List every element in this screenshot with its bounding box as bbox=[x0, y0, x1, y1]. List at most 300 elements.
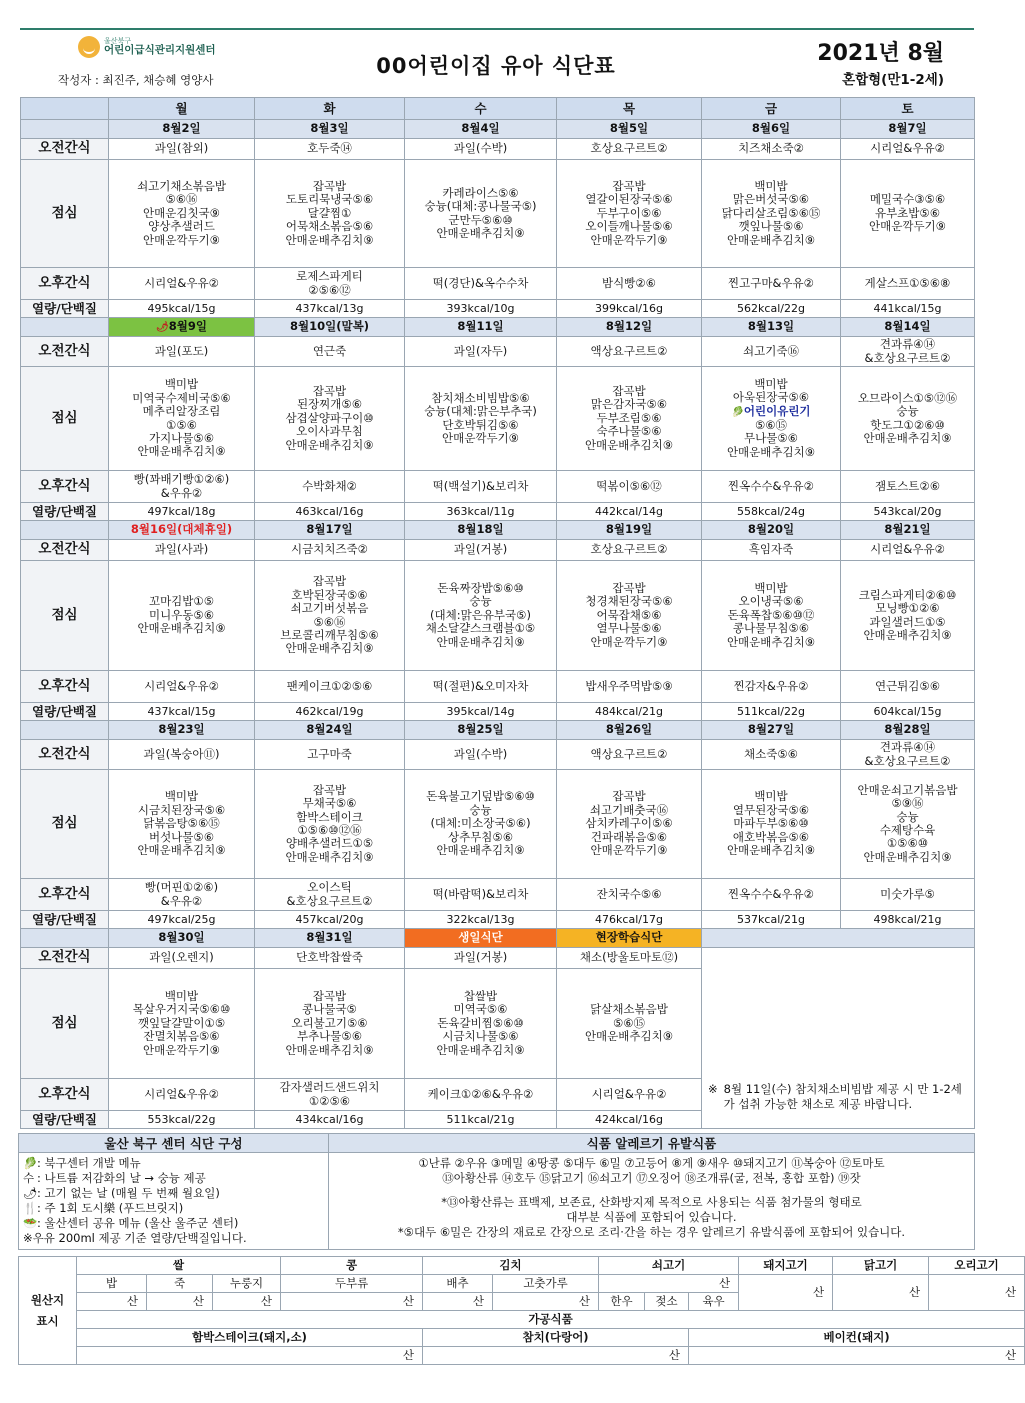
legend-item bbox=[23, 1156, 324, 1171]
origin-table bbox=[18, 1256, 1025, 1365]
processed-2: 참치(다랑어) bbox=[423, 1329, 689, 1347]
am-snack-cell: 치즈채소죽② bbox=[702, 139, 841, 160]
date-cell bbox=[405, 721, 557, 740]
date-corner bbox=[21, 721, 109, 740]
origin-sub-hanwoo: 한우 bbox=[599, 1293, 645, 1311]
pm-line: 빵(꽈배기빵①②⑥) bbox=[133, 472, 230, 487]
legend-left-title: 울산 북구 센터 식단 구성 bbox=[19, 1134, 329, 1153]
pm-line: ②⑤⑥⑫ bbox=[308, 282, 351, 297]
lunch-cell bbox=[255, 969, 405, 1079]
am-line: 과일(사과) bbox=[154, 542, 209, 557]
pm-snack-cell bbox=[557, 1079, 702, 1111]
origin-pork-value: 산 bbox=[739, 1275, 833, 1311]
pm-line: 케이크①②⑥&우유② bbox=[427, 1086, 534, 1101]
top-rule bbox=[20, 28, 974, 30]
lunch-line: 잔멸치볶음⑤⑥ bbox=[143, 1029, 220, 1044]
lunch-line: 모닝빵①②⑥ bbox=[875, 601, 940, 616]
origin-sub-dairy: 젖소 bbox=[645, 1293, 689, 1311]
date-label: 8월27일 bbox=[747, 722, 795, 737]
lunch-line: 두부구이⑤⑥ bbox=[596, 205, 662, 220]
am-snack-cell: 시리얼&우유② bbox=[841, 139, 975, 160]
am-line: 과일(거봉) bbox=[453, 950, 508, 965]
pm-snack-cell bbox=[109, 671, 255, 703]
am-line: 시금치치즈죽② bbox=[291, 542, 368, 557]
lunch-line: 잡곡밥 bbox=[612, 580, 646, 595]
am-snack-cell bbox=[405, 540, 557, 561]
pm-snack-cell bbox=[255, 879, 405, 911]
lunch-line: ⑤⑥⑮ bbox=[754, 418, 788, 432]
lunch-cell bbox=[109, 770, 255, 879]
calorie-cell: 457kcal/20g bbox=[255, 911, 405, 929]
date-label: 8월21일 bbox=[884, 522, 931, 537]
row-label-am: 오전간식 bbox=[21, 337, 109, 367]
date-label: 8월2일 bbox=[162, 121, 201, 136]
lunch-line: 삼겹살양파구이⑩ bbox=[285, 410, 374, 425]
date-cell bbox=[557, 721, 702, 740]
lunch-line: 안매운배추김치⑨ bbox=[285, 232, 374, 247]
lunch-line: 단호박튀김⑤⑥ bbox=[442, 417, 519, 432]
lunch-line: 브로콜리깨무침⑤⑥ bbox=[280, 627, 379, 642]
lunch-line: 시금치나물⑤⑥ bbox=[442, 1029, 519, 1044]
am-snack-cell bbox=[109, 740, 255, 770]
date-cell bbox=[109, 721, 255, 740]
am-line: 흑임자죽 bbox=[748, 542, 794, 557]
row-label-am: 오전간식 bbox=[21, 540, 109, 561]
date-cell bbox=[557, 120, 702, 139]
lunch-line: ①⑤⑥⑩⑫⑯ bbox=[297, 823, 362, 837]
date-cell bbox=[255, 120, 405, 139]
lunch-line: 안매운깍두기⑨ bbox=[442, 430, 519, 445]
date-label: 8월11일 bbox=[457, 319, 504, 334]
calorie-cell: 495kcal/15g bbox=[109, 300, 255, 318]
legend-item bbox=[23, 1216, 324, 1231]
lunch-line: 버섯나물⑤⑥ bbox=[148, 829, 215, 844]
date-cell bbox=[255, 929, 405, 948]
date-label: 8월7일 bbox=[888, 121, 927, 136]
pm-snack-cell bbox=[109, 471, 255, 503]
legend-item bbox=[23, 1171, 324, 1186]
lunch-line: 시금치된장국⑤⑥ bbox=[137, 802, 226, 817]
legend-marker-icon: 🥗 bbox=[23, 1216, 38, 1230]
lunch-cell bbox=[702, 160, 841, 268]
lunch-line: 참치채소비빔밥⑤⑥ bbox=[431, 390, 530, 405]
pm-line: &호상요구르트② bbox=[286, 893, 373, 908]
calorie-cell: 553kcal/22g bbox=[109, 1111, 255, 1129]
lunch-cell bbox=[109, 561, 255, 671]
row-label-pm: 오후간식 bbox=[21, 471, 109, 503]
lunch-line: 안매운배추김치⑨ bbox=[137, 843, 226, 858]
calorie-cell: 497kcal/18g bbox=[109, 503, 255, 521]
row-label-lunch: 점심 bbox=[21, 367, 109, 471]
author-line: 작성자 : 최진주, 채승혜 영양사 bbox=[58, 73, 214, 87]
date-label: 생일식단 bbox=[458, 930, 503, 945]
lunch-line: 잡곡밥 bbox=[312, 782, 347, 797]
lunch-cell bbox=[255, 561, 405, 671]
pm-line: 빵(머핀①②⑥) bbox=[144, 880, 219, 895]
lunch-line: 잡곡밥 bbox=[312, 383, 347, 398]
lunch-line: 돈육갈비찜⑤⑥⑩ bbox=[437, 1015, 524, 1030]
calorie-cell: 537kcal/21g bbox=[702, 911, 841, 929]
logo-center-name: 어린이급식관리지원센터 bbox=[104, 44, 216, 57]
day-header: 토 bbox=[841, 98, 975, 120]
am-snack-cell bbox=[405, 337, 557, 367]
legend-marker-icon: 🌶 bbox=[23, 1186, 38, 1200]
lunch-line: 안매운배추김치⑨ bbox=[436, 634, 525, 649]
lunch-line: 콩나물무침⑤⑥ bbox=[732, 621, 810, 636]
origin-label-2: 표시 bbox=[36, 1313, 59, 1328]
lunch-line: 숭늉 bbox=[896, 809, 919, 824]
origin-sub-nurungji: 누룽지 bbox=[213, 1275, 281, 1293]
pm-line: ①②⑤⑥ bbox=[308, 1093, 351, 1108]
am-line: 쇠고기죽⑯ bbox=[743, 343, 799, 358]
note-mark: ※ bbox=[708, 1082, 718, 1096]
date-label: 8월14일 bbox=[884, 319, 931, 334]
lunch-cell bbox=[557, 160, 702, 268]
date-label: 8월13일 bbox=[747, 319, 795, 334]
row-label-am: 오전간식 bbox=[21, 948, 109, 969]
pm-snack-cell bbox=[702, 879, 841, 911]
lunch-line: ①⑤⑥⑩ bbox=[886, 836, 929, 851]
lunch-line: 오이냉국⑤⑥ bbox=[738, 594, 804, 609]
am-snack-cell bbox=[841, 337, 975, 367]
calorie-cell: 437kcal/15g bbox=[109, 703, 255, 721]
row-label-cal: 열량/단백질 bbox=[21, 911, 109, 929]
calorie-cell: 437kcal/13g bbox=[255, 300, 405, 318]
date-cell bbox=[557, 929, 702, 948]
lunch-cell bbox=[702, 770, 841, 879]
origin-tofu-value: 산 bbox=[281, 1293, 423, 1311]
pm-snack-cell bbox=[702, 671, 841, 703]
lunch-line: 청경채된장국⑤⑥ bbox=[585, 594, 673, 609]
calorie-cell: 441kcal/15g bbox=[841, 300, 975, 318]
date-corner bbox=[21, 120, 109, 139]
origin-bean: 콩 bbox=[281, 1257, 423, 1275]
origin-sub-bap: 밥 bbox=[77, 1275, 147, 1293]
allergen-note-3: *⑤대두 ⑥밀은 간장의 재료로 간장으로 조리·간을 하는 경우 알레르기 유발식품에 포함되어 있습니다. bbox=[397, 1225, 906, 1239]
row-label-am: 오전간식 bbox=[21, 740, 109, 770]
legend-item bbox=[23, 1186, 324, 1201]
lunch-line: 두부조림⑤⑥ bbox=[596, 410, 662, 425]
lunch-line: 안매운배추김치⑨ bbox=[726, 843, 816, 858]
row-label-cal: 열량/단백질 bbox=[21, 703, 109, 721]
am-line: 과일(복숭아⑪) bbox=[143, 746, 220, 761]
am-snack-cell: 호두죽⑭ bbox=[255, 139, 405, 160]
am-snack-cell: 호상요구르트② bbox=[557, 139, 702, 160]
am-line: 견과류④⑭ bbox=[879, 740, 936, 755]
lunch-line: 무채국⑤⑥ bbox=[302, 796, 357, 811]
logo-region: 울산북구 bbox=[104, 36, 132, 45]
lunch-line: 잡곡밥 bbox=[312, 988, 347, 1003]
pm-snack-cell bbox=[405, 268, 557, 300]
lunch-line: (대체:미소장국⑤⑥) bbox=[430, 816, 531, 831]
date-label: 8월4일 bbox=[461, 121, 500, 136]
lunch-line: 안매운배추김치⑨ bbox=[285, 1042, 374, 1057]
allergen-note-2: 대부분 식품에 포함되어 있습니다. bbox=[566, 1210, 737, 1224]
allergen-line-1: ①난류 ②우유 ③메밀 ④땅콩 ⑤대두 ⑥밀 ⑦고등어 ⑧게 ⑨새우 ⑩돼지고기 ⑪복숭아 ⑫토마토 bbox=[418, 1156, 885, 1170]
am-snack-cell bbox=[702, 337, 841, 367]
row-label-pm: 오후간식 bbox=[21, 268, 109, 300]
date-label: 8월31일 bbox=[306, 930, 353, 945]
processed-3: 베이컨(돼지) bbox=[689, 1329, 1025, 1347]
date-corner bbox=[21, 929, 109, 948]
lunch-line: 안매운깍두기⑨ bbox=[590, 634, 668, 649]
am-line: 액상요구르트② bbox=[590, 746, 668, 761]
lunch-line: 양배추샐러드①⑤ bbox=[285, 836, 374, 851]
calorie-cell: 511kcal/22g bbox=[702, 703, 841, 721]
am-snack-cell bbox=[405, 740, 557, 770]
lunch-cell bbox=[405, 367, 557, 471]
allergen-list bbox=[329, 1153, 975, 1250]
calorie-cell: 497kcal/25g bbox=[109, 911, 255, 929]
date-label: 8월5일 bbox=[609, 121, 649, 136]
date-cell bbox=[109, 521, 255, 540]
lunch-line: 닭볶음탕⑤⑥⑮ bbox=[143, 816, 220, 831]
pm-line: 찐옥수수&우유② bbox=[728, 478, 814, 493]
origin-cabbage-value: 산 bbox=[423, 1293, 493, 1311]
pm-line: 시리얼&우유② bbox=[144, 275, 219, 290]
lunch-cell bbox=[109, 969, 255, 1079]
lunch-cell bbox=[702, 561, 841, 671]
lunch-line: 유부초밥⑤⑥ bbox=[874, 205, 941, 220]
origin-nurungji-value: 산 bbox=[213, 1293, 281, 1311]
day-header: 수 bbox=[405, 98, 557, 120]
am-snack-cell bbox=[109, 948, 255, 969]
date-label: 8월26일 bbox=[605, 722, 653, 737]
lunch-line: 숭늉(대체:콩나물국⑤) bbox=[424, 199, 537, 214]
lunch-cell bbox=[557, 770, 702, 879]
pm-snack-cell bbox=[841, 268, 975, 300]
lunch-line: 백미밥 bbox=[754, 580, 788, 595]
lunch-line: 수제탕수육 bbox=[879, 823, 936, 837]
processed-food-title: 가공식품 bbox=[77, 1311, 1025, 1329]
lunch-line: 안매운배추김치⑨ bbox=[726, 444, 816, 459]
am-snack-cell bbox=[702, 740, 841, 770]
origin-juk-value: 산 bbox=[147, 1293, 213, 1311]
origin-sub-tofu: 두부류 bbox=[281, 1275, 423, 1293]
corner-cell bbox=[21, 98, 109, 120]
lunch-line: 안매운배추김치⑨ bbox=[436, 225, 525, 240]
lunch-line: 안매운배추김치⑨ bbox=[137, 621, 226, 636]
lunch-line: ⑤⑨⑯ bbox=[891, 796, 924, 811]
date-label: 8월30일 bbox=[158, 930, 205, 945]
lunch-line: (대체:맑은유부국⑤) bbox=[430, 607, 531, 622]
menu-table bbox=[20, 97, 975, 1129]
am-snack-cell bbox=[405, 948, 557, 969]
pm-line: 시리얼&우유② bbox=[591, 1086, 667, 1101]
am-snack-cell bbox=[557, 948, 702, 969]
legend-text: : 주 1회 도시樂 (푸드브릿지) bbox=[37, 1201, 184, 1215]
lunch-cell bbox=[557, 561, 702, 671]
legend-text: : 울산센터 공유 메뉴 (울산 울주군 센터) bbox=[37, 1216, 239, 1230]
pm-snack-cell bbox=[255, 268, 405, 300]
processed-3-value: 산 bbox=[689, 1347, 1025, 1365]
lunch-line: 안매운배추김치⑨ bbox=[137, 444, 226, 459]
legend-marker-icon: 🍴 bbox=[23, 1201, 38, 1215]
lunch-line: ⑤⑥⑮ bbox=[612, 1015, 646, 1030]
lunch-line: 삼치카레구이⑤⑥ bbox=[585, 816, 673, 831]
origin-kimchi: 김치 bbox=[423, 1257, 599, 1275]
lunch-line: 안매운배추김치⑨ bbox=[285, 849, 374, 864]
special-note bbox=[702, 948, 975, 1129]
row-label-lunch: 점심 bbox=[21, 770, 109, 879]
lunch-line: 맑은버섯국⑤⑥ bbox=[732, 192, 810, 207]
date-label: 8월6일 bbox=[751, 121, 791, 136]
calorie-cell: 434kcal/16g bbox=[255, 1111, 405, 1129]
am-snack-cell: 과일(수박) bbox=[405, 139, 557, 160]
lunch-line: 미역국⑤⑥ bbox=[453, 1002, 508, 1017]
row-label-cal: 열량/단백질 bbox=[21, 300, 109, 318]
am-snack-cell bbox=[702, 540, 841, 561]
row-label-cal: 열량/단백질 bbox=[21, 1111, 109, 1129]
lunch-line: 미니우동⑤⑥ bbox=[148, 607, 215, 622]
date-cell bbox=[557, 318, 702, 337]
calorie-cell: 476kcal/17g bbox=[557, 911, 702, 929]
lunch-line: 잡곡밥 bbox=[612, 383, 646, 398]
date-cell bbox=[405, 318, 557, 337]
pm-line: 로제스파게티 bbox=[296, 269, 363, 284]
pm-line: 떡(백설기)&보리차 bbox=[432, 478, 529, 493]
lunch-line: 백미밥 bbox=[754, 376, 788, 391]
calorie-cell: 395kcal/14g bbox=[405, 703, 557, 721]
am-snack-cell bbox=[557, 337, 702, 367]
lunch-line: 깻잎나물⑤⑥ bbox=[738, 219, 804, 234]
pm-line: 수박화채② bbox=[302, 478, 357, 493]
am-snack-cell bbox=[109, 337, 255, 367]
lunch-line: 양상추샐러드 bbox=[148, 219, 215, 234]
lunch-line: 호박된장국⑤⑥ bbox=[291, 587, 368, 602]
lunch-line: 백미밥 bbox=[754, 789, 788, 804]
bukgu-menu-icon: 🥬 bbox=[731, 406, 744, 418]
pm-line: 시리얼&우유② bbox=[144, 1086, 219, 1101]
lunch-line: 핫도그①②⑥⑩ bbox=[870, 417, 945, 432]
lunch-line: 달걀찜① bbox=[307, 205, 352, 220]
lunch-line: 오이사과무침 bbox=[296, 424, 363, 439]
lunch-line: 숭늉 bbox=[469, 802, 492, 817]
chili-icon: 🌶 bbox=[156, 321, 169, 333]
lunch-cell bbox=[841, 561, 975, 671]
pm-snack-cell bbox=[405, 1079, 557, 1111]
row-label-am: 오전간식 bbox=[21, 139, 109, 160]
date-cell bbox=[405, 521, 557, 540]
date-label: 현장학습식단 bbox=[595, 930, 663, 945]
lunch-line: 백미밥 bbox=[164, 377, 199, 392]
lunch-line: 목살우거지국⑤⑥⑩ bbox=[132, 1002, 231, 1017]
pm-line: 오이스틱 bbox=[307, 880, 352, 895]
origin-sub-juk: 죽 bbox=[147, 1275, 213, 1293]
date-cell bbox=[841, 721, 975, 740]
lunch-line: 돈육짜장밥⑤⑥⑩ bbox=[437, 580, 524, 595]
am-snack-cell bbox=[255, 337, 405, 367]
lunch-line: ⑤⑥⑯ bbox=[165, 192, 198, 207]
pm-snack-cell bbox=[405, 671, 557, 703]
date-corner bbox=[21, 318, 109, 337]
day-header: 목 bbox=[557, 98, 702, 120]
am-line: 과일(수박) bbox=[453, 746, 508, 761]
lunch-line: 메밀국수③⑤⑥ bbox=[869, 192, 946, 207]
lunch-line: 잡곡밥 bbox=[612, 789, 646, 804]
pm-line: 떡(경단)&옥수수차 bbox=[432, 275, 529, 290]
lunch-line: 아욱된장국⑤⑥ bbox=[732, 390, 810, 405]
calorie-cell: 463kcal/16g bbox=[255, 503, 405, 521]
am-snack-cell bbox=[841, 540, 975, 561]
lunch-line: 부추나물⑤⑥ bbox=[296, 1029, 363, 1044]
lunch-line: 함박스테이크 bbox=[296, 809, 363, 824]
menu-month: 2021년 8월 bbox=[817, 41, 944, 66]
pm-line: 찐옥수수&우유② bbox=[728, 886, 814, 901]
lunch-line: 안매운깍두기⑨ bbox=[869, 219, 946, 234]
legend-text: : 고기 없는 날 (매월 두 번째 월요일) bbox=[37, 1186, 220, 1200]
calorie-cell: 543kcal/20g bbox=[841, 503, 975, 521]
pm-line: 팬케이크①②⑤⑥ bbox=[286, 678, 373, 693]
lunch-line: 안매운배추김치⑨ bbox=[726, 634, 816, 649]
am-snack-cell bbox=[557, 540, 702, 561]
row-label-pm: 오후간식 bbox=[21, 671, 109, 703]
legend-marker-icon: 수 bbox=[23, 1171, 35, 1185]
lunch-line: 안매운배추김치⑨ bbox=[863, 849, 952, 864]
am-snack-cell bbox=[255, 948, 405, 969]
lunch-cell bbox=[255, 160, 405, 268]
pm-snack-cell bbox=[557, 471, 702, 503]
lunch-line: 안매운배추김치⑨ bbox=[726, 232, 816, 247]
lunch-line: 어묵잡채⑤⑥ bbox=[596, 607, 662, 622]
row-label-lunch: 점심 bbox=[21, 160, 109, 268]
lunch-line: 잡곡밥 bbox=[312, 574, 347, 589]
date-cell bbox=[841, 318, 975, 337]
am-line: 고구마죽 bbox=[307, 746, 352, 761]
lunch-line: 안매운깍두기⑨ bbox=[143, 1042, 220, 1057]
am-line: 시리얼&우유② bbox=[870, 542, 945, 557]
origin-sub-chili: 고춧가루 bbox=[493, 1275, 599, 1293]
date-empty bbox=[702, 929, 975, 948]
date-cell bbox=[405, 929, 557, 948]
date-cell bbox=[702, 120, 841, 139]
date-cell bbox=[109, 929, 255, 948]
am-line: 채소(방울토마토⑫) bbox=[579, 950, 679, 965]
lunch-line: ①⑤⑥ bbox=[166, 417, 197, 432]
day-header: 화 bbox=[255, 98, 405, 120]
legend-table bbox=[18, 1133, 975, 1250]
pm-snack-cell bbox=[702, 471, 841, 503]
lunch-line: 닭살채소볶음밥 bbox=[590, 1002, 668, 1017]
pm-snack-cell bbox=[255, 471, 405, 503]
am-line: 연근죽 bbox=[312, 343, 347, 358]
pm-snack-cell bbox=[557, 671, 702, 703]
calorie-cell: 562kcal/22g bbox=[702, 300, 841, 318]
lunch-line: 안매운김칫국⑨ bbox=[143, 205, 220, 220]
lunch-cell bbox=[405, 770, 557, 879]
date-label: 8월20일 bbox=[747, 522, 795, 537]
lunch-cell bbox=[841, 367, 975, 471]
pm-line: 밥새우주먹밥⑤⑨ bbox=[585, 678, 673, 693]
lunch-line: 쇠고기채소볶음밥 bbox=[137, 178, 226, 193]
processed-1: 함박스테이크(돼지,소) bbox=[77, 1329, 423, 1347]
origin-duck-value: 산 bbox=[929, 1275, 1025, 1311]
allergen-line-2: ⑬아황산류 ⑭호두 ⑮닭고기 ⑯쇠고기 ⑰오징어 ⑱조개류(굴, 전복, 홍합 포함) ⑲잣 bbox=[442, 1171, 861, 1185]
lunch-cell bbox=[841, 160, 975, 268]
am-snack-cell bbox=[109, 540, 255, 561]
lunch-cell bbox=[405, 969, 557, 1079]
lunch-line: 안매운배추김치⑨ bbox=[863, 627, 952, 642]
date-label: 8월28일 bbox=[884, 722, 931, 737]
pm-snack-cell bbox=[109, 879, 255, 911]
pm-snack-cell bbox=[109, 1079, 255, 1111]
lunch-line: 안매운깍두기⑨ bbox=[590, 232, 668, 247]
origin-chicken-value: 산 bbox=[833, 1275, 929, 1311]
pm-snack-cell bbox=[405, 879, 557, 911]
am-snack-cell bbox=[255, 740, 405, 770]
lunch-line: 된장찌개⑤⑥ bbox=[296, 397, 363, 412]
lunch-line: 채소달걀스크램블①⑤ bbox=[425, 621, 536, 636]
